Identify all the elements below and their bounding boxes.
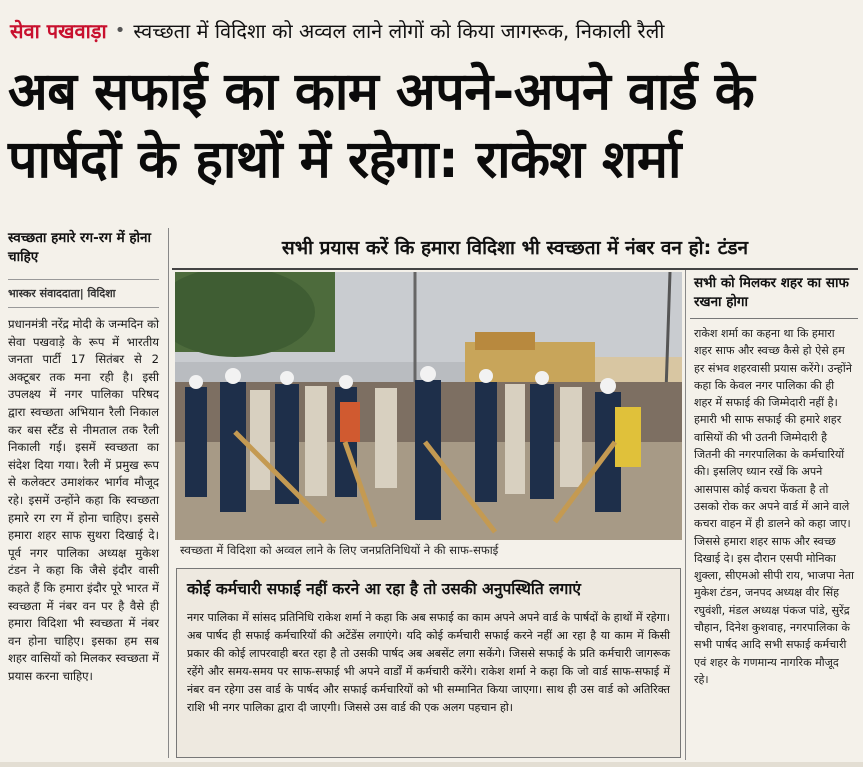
- main-headline: अब सफाई का काम अपने-अपने वार्ड के पार्षदों के हाथों में रहेगा: राकेश शर्मा: [8, 62, 755, 190]
- byline: भास्कर संवाददाता| विदिशा: [8, 279, 159, 308]
- right-column: [690, 272, 858, 762]
- kicker-line: [0, 0, 863, 60]
- highlight-box: [176, 568, 681, 758]
- box-body: नगर पालिका में सांसद प्रतिनिधि राकेश शर्मा ने कहा कि अब सफाई का काम अपने अपने वार्ड के पार्षदों के हाथों में रहेगा। अब पार्षद ही सफाई कर्मचारियों की अटेंडेंस लगाएंगे। यदि कोई कर्मचारी सफाई करने नहीं आ रहा है या काम में किसी प्रकार की कोई लापरवाही बरत रहा है तो उसकी पार्षद अब अबसेंट लगा सकेंगे। जिससे सफाई के प्रति कर्मचारी जागरूक रहेंगे और समय-समय पर साफ-सफाई भी अपने वार्डों में कर्मचारी करेंगे। राकेश शर्मा ने कहा कि जो वार्ड साफ-सफाई में नंबर वन रहेगा उस वार्ड के पार्षद और सफाई कर्मचारियों को भी सम्मानित किया जाएगा। साथ ही उस वार्ड को अतिरिक्त राशि भी नगर पालिका द्वारा दी जाएगी। जिससे उस वार्ड की एक अलग पहचान हो।: [187, 611, 670, 714]
- left-column: [0, 225, 165, 760]
- right-subhead: सभी को मिलकर शहर का साफ रखना होगा: [690, 272, 858, 319]
- left-body: प्रधानमंत्री नरेंद्र मोदी के जन्मदिन को सेवा पखवाड़े के रूप में भारतीय जनता पार्टी 17 सितंबर से 2 अक्टूबर तक मना रही है। इसी उपलक्ष्य में नगर पालिका परिषद द्वारा स्वच्छता अभियान रैली निकाल कर बस स्टैंड से नीमताल तक रैली निकाली गई। इसमें स्वच्छता का संदेश दिया गया। रैली में प्रमुख रूप से कलेक्टर उमाशंकर भार्गव मौजूद रहे। इसमें उन्होंने कहा कि स्वच्छता हमारे रग रग में होना चाहिए। इससे हमारा शहर साफ सुथरा दिखाई दे। पूर्व नगर पालिका अध्यक्ष मुकेश टंडन ने कहा कि जैसे इंदौर वासी कहते हैं कि हमारा इंदौर पूरे भारत में स्वच्छता में नंबर वन पर है वैसे ही हमारा विदिशा भी स्वच्छता में नंबर वन होना चाहिए। इसका हम सब शहर वासियों को मिलकर स्वच्छता में प्रयास करना चाहिए।: [8, 317, 159, 683]
- bottom-edge: [0, 762, 863, 767]
- column-divider: [685, 270, 686, 760]
- center-subhead: सभी प्रयास करें कि हमारा विदिशा भी स्वच्छता में नंबर वन हो: टंडन: [281, 237, 749, 259]
- column-divider: [168, 228, 169, 758]
- cleanliness-drive-photo: [175, 272, 682, 540]
- box-heading: कोई कर्मचारी सफाई नहीं करने आ रहा है तो उसकी अनुपस्थिति लगाएं: [187, 580, 581, 598]
- section-rule: [172, 268, 858, 270]
- photo-caption: स्वच्छता में विदिशा को अव्वल लाने के लिए जनप्रतिनिधियों ने की साफ-सफाई: [180, 543, 499, 557]
- news-photo: [175, 272, 682, 540]
- section-kicker: सेवा पखवाड़ा: [10, 18, 107, 43]
- left-subhead: स्वच्छता हमारे रग-रग में होना चाहिए: [8, 230, 152, 265]
- bullet-separator: •: [114, 19, 126, 41]
- right-body: राकेश शर्मा का कहना था कि हमारा शहर साफ और स्वच्छ कैसे हो ऐसे हम हर संभव शहरवासी प्रयास करेंगे। उन्होंने कहा कि केवल नगर पालिका की ही शहर में सफाई की जिम्मेदारी नहीं है। हमारी भी साफ सफाई की हमारे शहर वासियों की भी उतनी जिम्मेदारी है जितनी की नगरपालिका के कर्मचारियों की। इसलिए ध्यान रखें कि अपने आसपास कोई कचरा फेंकता है तो उसको रोक कर अपने वार्ड में आने वाले कचरा वाहन में ही डालने को कहा जाए। जिससे हमारा शहर साफ और स्वच्छ दिखाई दे। इस दौरान एसपी मोनिका शुक्ला, सीएमओ सीपी राय, भाजपा नेता मुकेश टंडन, जनपद अध्यक्ष वीर सिंह रघुवंशी, मंडल अध्यक्ष पंकज पांडे, सुरेंद्र चौहान, दिनेश कुशवाह, नगरपालिका के सभी पार्षद आदि सभी सफाई कर्मचारी एवं शहर के गणमान्य नागरिक मौजूद रहे।: [694, 327, 854, 686]
- strap-line: स्वच्छता में विदिशा को अव्वल लाने लोगों को किया जागरूक, निकाली रैली: [133, 18, 665, 43]
